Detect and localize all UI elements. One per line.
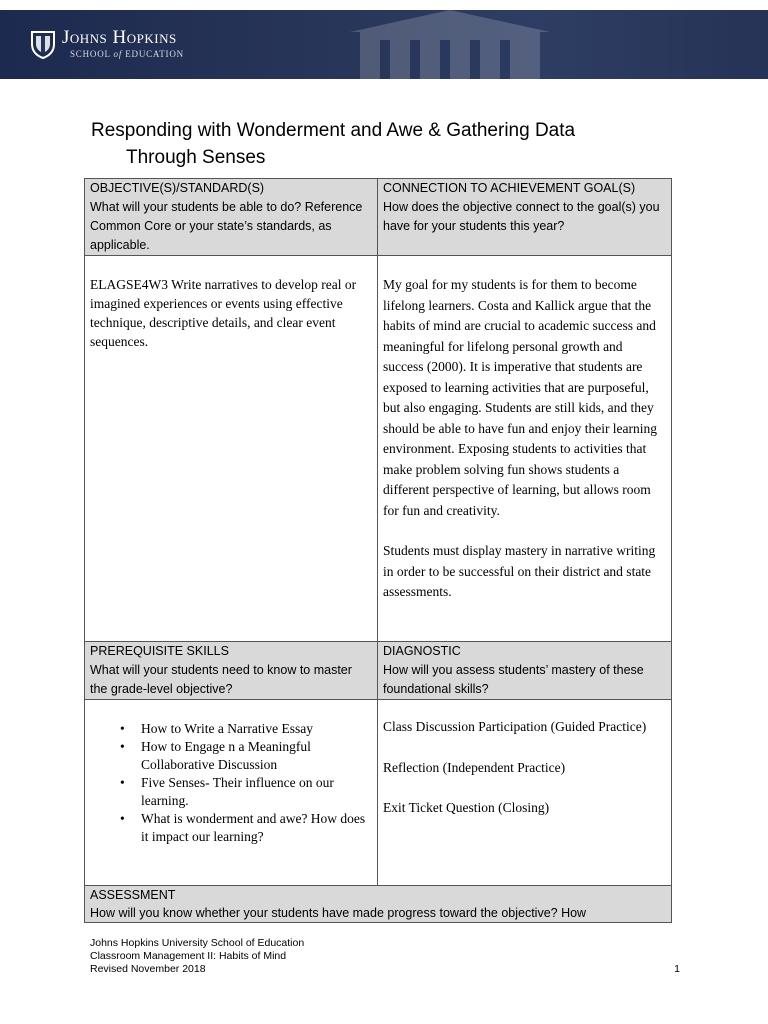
list-item: • What is wonderment and awe? How does it impact our learning? — [120, 810, 372, 846]
page-footer — [90, 937, 680, 976]
prerequisite-heading: PREREQUISITE SKILLS — [90, 644, 229, 658]
footer-line-1: Johns Hopkins University School of Education — [90, 937, 305, 949]
objective-body-cell — [85, 256, 378, 642]
logo-subtitle: SCHOOL of EDUCATION — [70, 49, 184, 59]
jhu-logo — [30, 28, 184, 60]
diagnostic-question: How will you assess students’ mastery of these foundational skills? — [383, 663, 644, 696]
prerequisite-question: What will your students need to know to master the grade-level objective? — [90, 663, 352, 696]
page-title — [91, 117, 691, 171]
shield-icon — [30, 29, 56, 59]
objective-header-cell — [85, 179, 378, 256]
objective-question: What will your students be able to do? Reference Common Core or your state’s standards, as applicable. — [90, 200, 363, 252]
objective-standard-text: ELAGSE4W3 Write narratives to develop real or imagined experiences or events using effective technique, descriptive details, and clear event sequences. — [90, 277, 357, 349]
objective-heading: OBJECTIVE(S)/STANDARD(S) — [90, 181, 265, 195]
assessment-question: How will you know whether your students have made progress toward the objective? How — [90, 906, 587, 920]
list-item: • How to Write a Narrative Essay — [120, 720, 372, 738]
diagnostic-item: Class Discussion Participation (Guided Practice) — [383, 719, 647, 734]
diagnostic-item: Reflection (Independent Practice) — [383, 759, 566, 775]
lesson-plan-table — [84, 178, 672, 923]
title-line-1: Responding with Wonderment and Awe & Gathering Data — [91, 120, 576, 141]
title-line-2: Through Senses — [126, 147, 266, 168]
list-item: • Five Senses- Their influence on our learning. — [120, 774, 372, 810]
assessment-header-cell — [85, 886, 672, 923]
connection-paragraph-2: Students must display mastery in narrative writing in order to be successful on their district and state assessments. — [383, 543, 656, 599]
diagnostic-heading: DIAGNOSTIC — [383, 644, 461, 658]
prerequisite-body-cell — [85, 700, 378, 886]
connection-header-cell — [378, 179, 672, 256]
header-banner — [0, 10, 768, 79]
building-watermark — [300, 10, 600, 79]
connection-heading: CONNECTION TO ACHIEVEMENT GOAL(S) — [383, 181, 636, 195]
connection-paragraph-1: My goal for my students is for them to become lifelong learners. Costa and Kallick argue that the habits of mind are crucial to academic success and meaningful for lifelong personal growth and success (2000). It is imperative that students are exposed to learning activities that are purposeful, but also engaging. Students are still kids, and they should be able to have fun and enjoy their learning environment. Exposing students to activities that make problem solving fun shows students a different perspective of learning, but allows room for fun and creativity. — [383, 277, 658, 518]
footer-line-2: Classroom Management II: Habits of Mind — [90, 950, 287, 962]
connection-body-cell — [378, 256, 672, 642]
prerequisite-header-cell — [85, 642, 378, 700]
footer-line-3: Revised November 2018 — [90, 963, 206, 975]
page-number: 1 — [674, 963, 680, 975]
prerequisite-list — [90, 720, 372, 846]
list-item: • How to Engage n a Meaningful Collaborative Discussion — [120, 738, 372, 774]
diagnostic-item: Exit Ticket Question (Closing) — [383, 800, 550, 815]
assessment-heading: ASSESSMENT — [90, 888, 176, 902]
diagnostic-body-cell — [378, 700, 672, 886]
logo-name: Johns Hopkins — [62, 27, 177, 48]
connection-question: How does the objective connect to the goal(s) you have for your students this year? — [383, 200, 660, 233]
diagnostic-header-cell — [378, 642, 672, 700]
